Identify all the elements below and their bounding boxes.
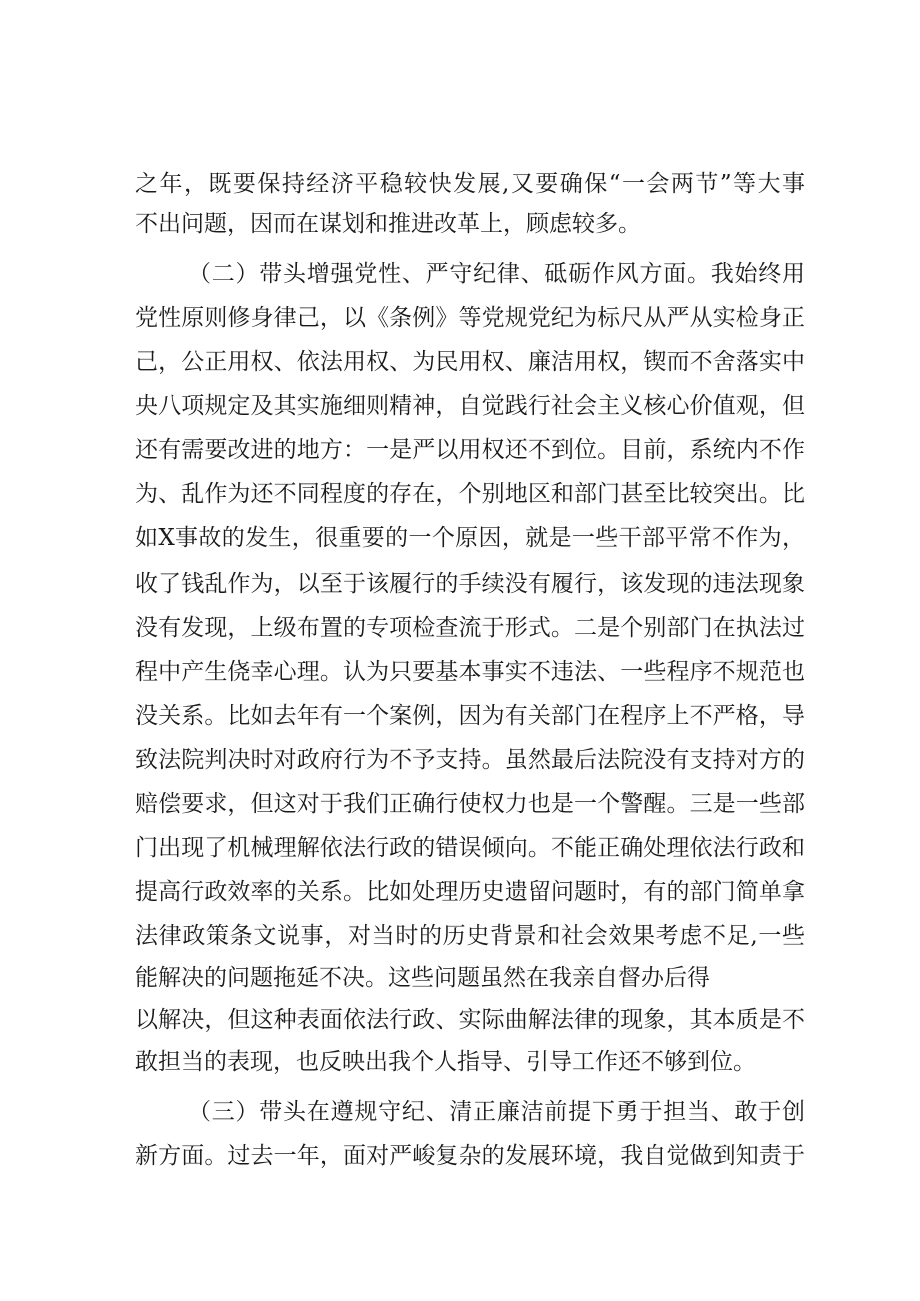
text-line: 不出问题，因而在谋划和推进改革上，顾虑较多。 — [135, 211, 641, 237]
text-line: 新方面。过去一年，面对严峻复杂的发展环境，我自觉做到知责于 — [135, 1143, 805, 1169]
text-line: 央八项规定及其实施细则精神，自觉践行社会主义核心价值观，但 — [135, 393, 805, 419]
text-line: 没关系。比如去年有一个案例，因为有关部门在程序上不严格，导 — [135, 703, 805, 729]
text-line: 法律政策条文说事，对当时的历史背景和社会效果考虑不足,一些 — [135, 923, 805, 949]
paragraph-heading-line: （三）带头在遵规守纪、清正廉洁前提下勇于担当、敢于创 — [188, 1099, 805, 1125]
text-line: 己，公正用权、依法用权、为民用权、廉洁用权，锲而不舍落实中 — [135, 349, 805, 375]
text-line: 没有发现，上级布置的专项检查流于形式。二是个别部门在执法过 — [135, 615, 805, 641]
text-line: 收了钱乱作为，以至于该履行的手续没有履行，该发现的违法现象 — [135, 571, 805, 597]
paragraph-heading-line: （二）带头增强党性、严守纪律、砥砺作风方面。我始终用 — [188, 261, 805, 287]
text-line: 为、乱作为还不同程度的存在，个别地区和部门甚至比较突出。比 — [135, 481, 805, 507]
text-line: 致法院判决时对政府行为不予支持。虽然最后法院没有支持对方的 — [135, 747, 805, 773]
text-line: 如X事故的发生，很重要的一个原因，就是一些干部平常不作为， — [135, 525, 805, 551]
text-line: 提高行政效率的关系。比如处理历史遗留问题时，有的部门简单拿 — [135, 879, 805, 905]
text-line: 敢担当的表现，也反映出我个人指导、引导工作还不够到位。 — [135, 1049, 756, 1075]
text-line: 还有需要改进的地方：一是严以用权还不到位。目前，系统内不作 — [135, 437, 805, 463]
text-line: 赔偿要求，但这对于我们正确行使权力也是一个警醒。三是一些部 — [135, 791, 805, 817]
text-line: 党性原则修身律己，以《条例》等党规党纪为标尺从严从实检身正 — [135, 305, 805, 331]
text-line: 门出现了机械理解依法行政的错误倾向。不能正确处理依法行政和 — [135, 835, 805, 861]
text-line: 程中产生侥幸心理。认为只要基本事实不违法、一些程序不规范也 — [135, 659, 805, 685]
text-line: 以解决，但这种表面依法行政、实际曲解法律的现象，其本质是不 — [135, 1007, 805, 1033]
text-line: 能解决的问题拖延不决。这些问题虽然在我亲自督办后得 — [135, 965, 710, 991]
text-line: 之年，既要保持经济平稳较快发展,又要确保“一会两节”等大事 — [135, 171, 805, 197]
